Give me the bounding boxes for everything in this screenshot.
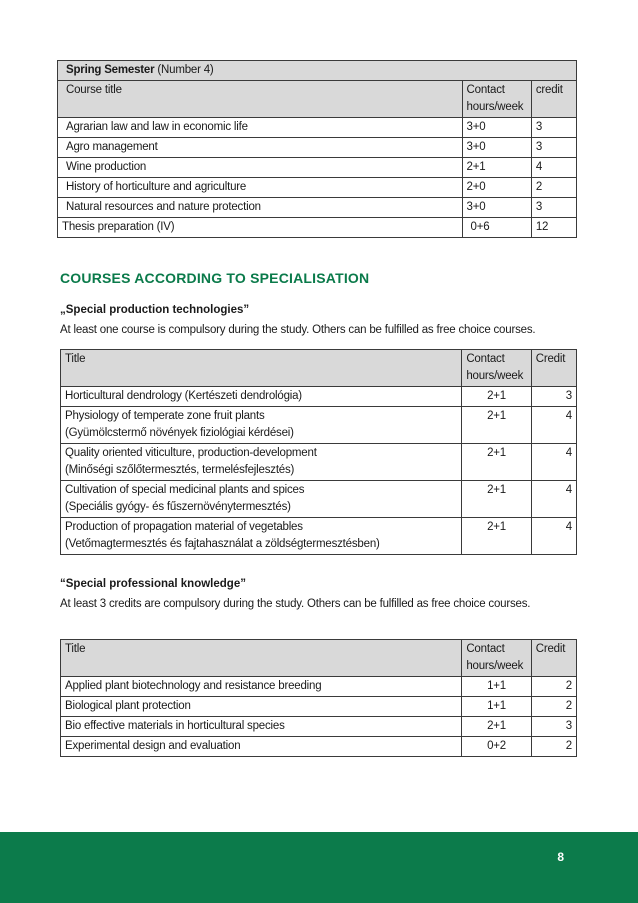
table-row <box>61 444 577 481</box>
table-row <box>58 118 577 138</box>
table-row <box>61 677 577 697</box>
column-header-row <box>61 350 577 387</box>
course-title: Natural resources and nature protection <box>58 198 463 218</box>
course-credit: 2 <box>531 677 576 697</box>
course-name-hungarian: (Vetőmagtermesztés és fajtahasználat a zöldségtermesztésben) <box>65 538 380 550</box>
col-credit: Credit <box>531 350 576 387</box>
course-title: Wine production <box>58 158 463 178</box>
table-row <box>58 158 577 178</box>
course-contact: 2+1 <box>462 407 531 444</box>
table-row <box>61 518 577 555</box>
col-credit: Credit <box>531 640 576 677</box>
course-credit: 4 <box>531 518 576 555</box>
course-name-hungarian: (Gyümölcstermő növények fiziológiai kérdései) <box>65 427 294 439</box>
course-contact: 2+1 <box>462 481 531 518</box>
course-contact: 2+1 <box>462 158 531 178</box>
column-header-row <box>61 640 577 677</box>
col-credit: credit <box>531 81 576 118</box>
col-contact-hours: Contact hours/week <box>462 640 531 677</box>
course-credit: 2 <box>531 737 576 757</box>
course-name: Cultivation of special medicinal plants and spices <box>65 484 305 496</box>
course-credit: 4 <box>531 407 576 444</box>
course-credit: 4 <box>531 481 576 518</box>
course-title: Thesis preparation (IV) <box>58 218 463 238</box>
section-heading: COURSES ACCORDING TO SPECIALISATION <box>60 270 370 286</box>
course-title: Applied plant biotechnology and resistance breeding <box>61 677 462 697</box>
table-row <box>61 697 577 717</box>
course-title: Bio effective materials in horticultural species <box>61 717 462 737</box>
spring-semester-table <box>57 60 577 238</box>
course-contact: 0+2 <box>462 737 531 757</box>
spec1-title: „Special production technologies” <box>60 304 250 316</box>
table-row <box>61 387 577 407</box>
semester-number: (Number 4) <box>154 64 214 76</box>
table-row <box>61 717 577 737</box>
table-row <box>58 218 577 238</box>
course-title <box>61 518 462 555</box>
course-contact: 3+0 <box>462 118 531 138</box>
table-header-row <box>58 61 577 81</box>
semester-title: Spring Semester <box>66 64 155 76</box>
course-contact: 2+0 <box>462 178 531 198</box>
course-contact: 1+1 <box>462 697 531 717</box>
col-contact-hours: Contact hours/week <box>462 350 531 387</box>
table-row <box>58 198 577 218</box>
course-title <box>61 407 462 444</box>
course-credit: 3 <box>531 198 576 218</box>
course-credit: 2 <box>531 178 576 198</box>
table-row <box>61 737 577 757</box>
course-title <box>61 387 462 407</box>
course-credit: 3 <box>531 138 576 158</box>
course-title: Agrarian law and law in economic life <box>58 118 463 138</box>
spec2-title: “Special professional knowledge” <box>60 578 246 590</box>
col-course-title: Course title <box>58 81 463 118</box>
course-name: Production of propagation material of vegetables <box>65 521 303 533</box>
course-credit: 3 <box>531 387 576 407</box>
course-title <box>61 444 462 481</box>
course-credit: 12 <box>531 218 576 238</box>
course-contact: 3+0 <box>462 138 531 158</box>
spec1-description: At least one course is compulsory during the study. Others can be fulfilled as free choice courses. <box>60 324 536 336</box>
col-contact-hours: Contact hours/week <box>462 81 531 118</box>
course-credit: 3 <box>531 717 576 737</box>
course-credit: 4 <box>531 444 576 481</box>
course-credit: 4 <box>531 158 576 178</box>
course-title: History of horticulture and agriculture <box>58 178 463 198</box>
course-name-hungarian: (Minőségi szőlőtermesztés, termelésfejlesztés) <box>65 464 295 476</box>
course-name: Physiology of temperate zone fruit plants <box>65 410 265 422</box>
table-row <box>61 481 577 518</box>
course-credit: 3 <box>531 118 576 138</box>
course-title: Agro management <box>58 138 463 158</box>
course-contact: 1+1 <box>462 677 531 697</box>
course-title: Biological plant protection <box>61 697 462 717</box>
spec2-table <box>60 639 577 757</box>
course-contact: 2+1 <box>462 387 531 407</box>
col-title: Title <box>61 350 462 387</box>
course-contact: 2+1 <box>462 717 531 737</box>
table-row <box>58 178 577 198</box>
spec2-description: At least 3 credits are compulsory during the study. Others can be fulfilled as free choice courses. <box>60 598 531 610</box>
course-name: Horticultural dendrology (Kertészeti dendrológia) <box>65 390 302 402</box>
course-credit: 2 <box>531 697 576 717</box>
course-contact: 3+0 <box>462 198 531 218</box>
page-number: 8 <box>557 850 564 864</box>
course-name-hungarian: (Speciális gyógy- és fűszernövénytermesztés) <box>65 501 291 513</box>
table-row <box>58 138 577 158</box>
semester-header <box>58 61 577 81</box>
course-title: Experimental design and evaluation <box>61 737 462 757</box>
course-title <box>61 481 462 518</box>
col-title: Title <box>61 640 462 677</box>
spec1-table <box>60 349 577 555</box>
course-contact: 2+1 <box>462 444 531 481</box>
course-name: Quality oriented viticulture, production-development <box>65 447 317 459</box>
course-contact: 2+1 <box>462 518 531 555</box>
page-footer <box>0 832 638 903</box>
table-row <box>61 407 577 444</box>
course-contact: 0+6 <box>462 218 531 238</box>
column-header-row <box>58 81 577 118</box>
